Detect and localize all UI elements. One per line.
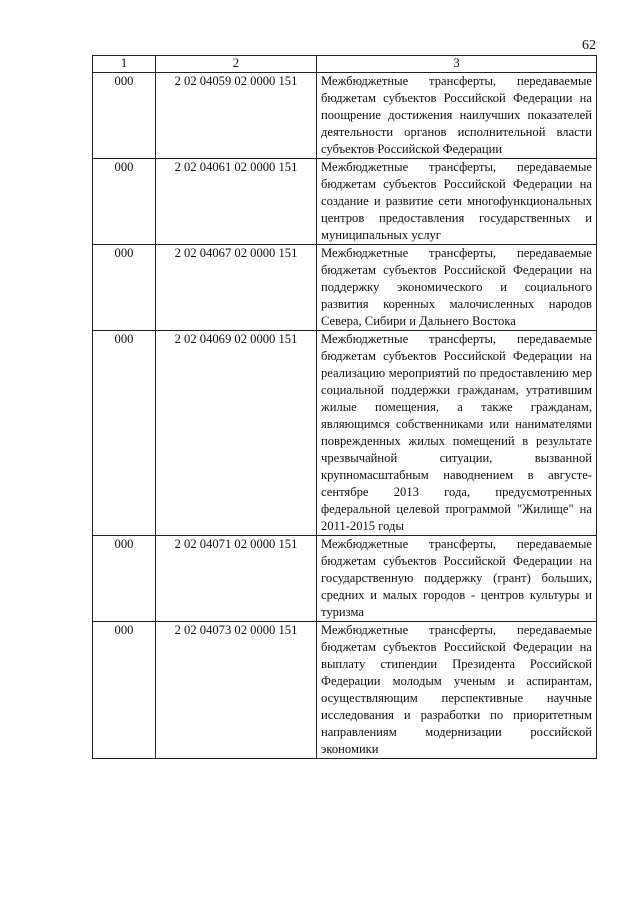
budget-code-cell: 2 02 04071 02 0000 151 [156, 536, 317, 622]
table-header-row [93, 56, 597, 73]
table-row [93, 331, 597, 536]
table-row [93, 159, 597, 245]
budget-code-cell: 2 02 04059 02 0000 151 [156, 73, 317, 159]
table-row [93, 245, 597, 331]
column-header-2: 2 [156, 56, 317, 73]
budget-code-cell: 2 02 04069 02 0000 151 [156, 331, 317, 536]
admin-code-cell: 000 [93, 245, 156, 331]
budget-classification-table [92, 55, 597, 759]
admin-code-cell: 000 [93, 536, 156, 622]
admin-code-cell: 000 [93, 159, 156, 245]
description-cell: Межбюджетные трансферты, передаваемые бюджетам субъектов Российской Федерации на реализацию мероприятий по предоставлению мер социальной поддержки гражданам, утратившим жилые помещения, а также гражданам, являющимся собственниками или нанимателями поврежденных жилых помещений в результате чрезвычайной ситуации, вызванной крупномасштабным наводнением в августе-сентябре 2013 года, предусмотренных федеральной целевой программой "Жилище" на 2011-2015 годы [317, 331, 597, 536]
page-number: 62 [582, 38, 596, 53]
description-cell: Межбюджетные трансферты, передаваемые бюджетам субъектов Российской Федерации на поддержку экономического и социального развития коренных малочисленных народов Севера, Сибири и Дальнего Востока [317, 245, 597, 331]
column-header-1: 1 [93, 56, 156, 73]
description-cell: Межбюджетные трансферты, передаваемые бюджетам субъектов Российской Федерации на создание и развитие сети многофункциональных центров предоставления государственных и муниципальных услуг [317, 159, 597, 245]
admin-code-cell: 000 [93, 73, 156, 159]
table-row [93, 73, 597, 159]
description-cell: Межбюджетные трансферты, передаваемые бюджетам субъектов Российской Федерации на государственную поддержку (грант) больших, средних и малых городов - центров культуры и туризма [317, 536, 597, 622]
table-row [93, 536, 597, 622]
description-cell: Межбюджетные трансферты, передаваемые бюджетам субъектов Российской Федерации на выплату стипендии Президента Российской Федерации молодым ученым и аспирантам, осуществляющим перспективные научные исследования и разработки по приоритетным направлениям модернизации российской экономики [317, 622, 597, 759]
admin-code-cell: 000 [93, 331, 156, 536]
column-header-3: 3 [317, 56, 597, 73]
description-cell: Межбюджетные трансферты, передаваемые бюджетам субъектов Российской Федерации на поощрение достижения наилучших показателей деятельности органов исполнительной власти субъектов Российской Федерации [317, 73, 597, 159]
budget-code-cell: 2 02 04073 02 0000 151 [156, 622, 317, 759]
admin-code-cell: 000 [93, 622, 156, 759]
table-row [93, 622, 597, 759]
budget-code-cell: 2 02 04067 02 0000 151 [156, 245, 317, 331]
budget-code-cell: 2 02 04061 02 0000 151 [156, 159, 317, 245]
